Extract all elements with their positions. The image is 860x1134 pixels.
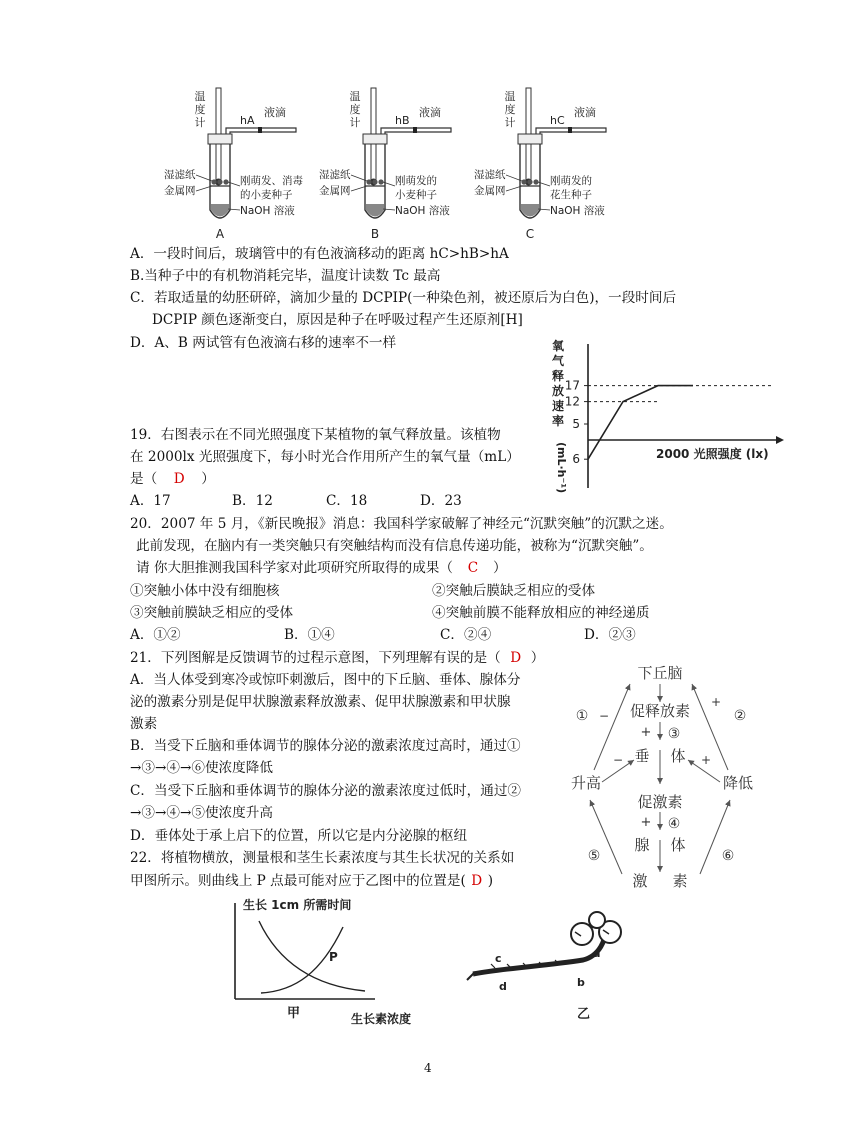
- thermometer-label: 度: [194, 103, 206, 116]
- q20-stem-line2: 此前发现，在脑内有一类突触只有突触结构而没有信息传递功能，被称为“沉默突触”。: [136, 538, 653, 554]
- q20-answer: C: [467, 560, 479, 576]
- svg-text:−: −: [598, 709, 610, 723]
- label-a: a: [593, 947, 601, 960]
- hormone-label-2: 素: [672, 872, 688, 890]
- q18-option-a: A．一段时间后，玻璃管中的有色液滴移动的距离 hC>hB>hA: [130, 246, 509, 262]
- seed-label-1: 刚萌发的: [550, 175, 592, 187]
- height-label: hB: [395, 114, 410, 127]
- q20-option-b: B．①④: [284, 627, 335, 643]
- circle-1: ①: [575, 708, 589, 724]
- o2-chart-unit: (mL·h⁻¹): [555, 442, 568, 494]
- q18-option-b: B.当种子中的有机物消耗完毕，温度计读数 Tc 最高: [130, 268, 441, 284]
- q20-item-2: ②突触后膜缺乏相应的受体: [432, 583, 596, 599]
- svg-text:+: +: [640, 725, 652, 740]
- metal-mesh-label: 金属网: [474, 185, 506, 197]
- q18-option-d: D．A、B 两试管有色液滴右移的速率不一样: [130, 335, 397, 351]
- q21-stem: 21．下列图解是反馈调节的过程示意图，下列理解有误的是（ D ）: [130, 650, 545, 666]
- q21-option-a-line3: 激素: [130, 716, 158, 732]
- oxygen-release-chart: [540, 338, 790, 498]
- q19-option-d: D．23: [420, 493, 462, 509]
- seed-label-1: 刚萌发的: [395, 175, 437, 187]
- circle-2: ②: [733, 708, 747, 724]
- rise-label: 升高: [570, 774, 602, 792]
- filter-paper-label: 湿滤纸: [474, 169, 506, 181]
- q20-option-d: D．②③: [584, 627, 636, 643]
- circle-4: ④: [667, 816, 681, 832]
- seed-label-2: 花生种子: [550, 189, 592, 201]
- seed-label-2: 的小麦种子: [240, 189, 293, 201]
- thermometer-label: 度: [504, 103, 516, 116]
- q20-stem-line1: 20．2007 年 5 月，《新民晚报》消息：我国科学家破解了神经元“沉默突触”的沉默之迷。: [130, 516, 673, 532]
- y-tick-label: 5: [572, 417, 580, 431]
- pituitary-label-1: 垂: [634, 747, 650, 765]
- figure-jia-label: 甲: [287, 1006, 301, 1021]
- svg-text:+: +: [700, 753, 712, 767]
- q20-stem-line3: 请 你大胆推测我国科学家对此项研究所取得的成果（ C ）: [136, 560, 507, 576]
- y-tick-label: 6: [572, 452, 580, 467]
- q21-answer: D: [510, 650, 522, 666]
- q21-option-a-line1: A．当人体受到寒冷或惊吓刺激后，图中的下丘脑、垂体、腺体分: [130, 672, 521, 688]
- trophic-hormone-label: 促激素: [637, 793, 683, 811]
- label-d: d: [499, 980, 507, 993]
- circle-6: ⑥: [721, 848, 735, 864]
- filter-paper-label: 湿滤纸: [164, 169, 196, 181]
- q19-option-c: C．18: [326, 493, 368, 509]
- y-tick-label: 17: [564, 378, 580, 393]
- naoh-label: NaOH 溶液: [395, 205, 450, 217]
- setup-letter: B: [370, 227, 380, 241]
- naoh-label: NaOH 溶液: [240, 205, 295, 217]
- label-c: c: [495, 952, 502, 965]
- metal-mesh-label: 金属网: [164, 185, 196, 197]
- thermometer-label: 计: [504, 116, 516, 129]
- auxin-chart-xlabel: 生长素浓度: [351, 1012, 412, 1026]
- pituitary-label-2: 体: [670, 747, 686, 765]
- hormone-label-1: 激: [632, 872, 648, 890]
- q18-option-c-line1: C．若取适量的幼胚研碎，滴加少量的 DCPIP(一种染色剂，被还原后为白色)，一段时间后: [130, 290, 677, 306]
- thermometer-label: 计: [194, 116, 206, 129]
- q21-option-b-line2: →③→④→⑥使浓度降低: [130, 760, 273, 776]
- y-tick-label: 12: [564, 394, 580, 409]
- point-p-label: P: [329, 950, 338, 964]
- setup-a: [164, 88, 303, 241]
- q22-stem-line2: 甲图所示。则曲线上 P 点最可能对应于乙图中的位置是( D ): [130, 873, 494, 889]
- thermometer-label: 计: [349, 116, 361, 129]
- filter-paper-label: 湿滤纸: [319, 169, 351, 181]
- figure-yi-label: 乙: [577, 1007, 591, 1022]
- svg-text:−: −: [612, 753, 624, 767]
- svg-text:+: +: [710, 695, 722, 709]
- label-b: b: [577, 976, 585, 989]
- droplet-label: 液滴: [264, 106, 286, 119]
- q20-item-3: ③突触前膜缺乏相应的受体: [130, 605, 294, 621]
- circle-5: ⑤: [587, 848, 601, 864]
- setup-letter: A: [215, 227, 225, 241]
- q22-stem-line1: 22．将植物横放，测量根和茎生长素浓度与其生长状况的关系如: [130, 850, 515, 866]
- setup-letter: C: [525, 227, 535, 241]
- q18-option-c-line2: DCPIP 颜色逐渐变白，原因是种子在呼吸过程产生还原剂[H]: [152, 312, 523, 328]
- seed-label-2: 小麦种子: [395, 189, 437, 201]
- releasing-hormone-label: 促释放素: [629, 702, 691, 720]
- q21-option-a-line2: 泌的激素分别是促甲状腺激素释放激素、促甲状腺激素和甲状腺: [130, 694, 511, 710]
- gland-label-2: 体: [670, 836, 686, 854]
- thermometer-label: 度: [349, 103, 361, 116]
- feedback-regulation-diagram: [560, 660, 760, 900]
- q20-item-1: ①突触小体中没有细胞核: [130, 583, 280, 599]
- thermometer-label: 温: [194, 90, 206, 103]
- svg-text:+: +: [640, 815, 652, 830]
- setup-b: [319, 88, 451, 241]
- q21-option-c-line1: C．当受下丘脑和垂体调节的腺体分泌的激素浓度过低时，通过②: [130, 783, 522, 799]
- auxin-growth-chart: [225, 895, 465, 1030]
- height-label: hC: [550, 114, 565, 127]
- horizontal-seedling-figure: [465, 910, 645, 1025]
- gland-label-1: 腺: [634, 836, 650, 854]
- naoh-label: NaOH 溶液: [550, 205, 605, 217]
- auxin-chart-ylabel: 生长 1cm 所需时间: [243, 898, 352, 912]
- setup-c: [474, 88, 606, 241]
- q19-option-a: A．17: [130, 493, 171, 509]
- hypothalamus-label: 下丘脑: [637, 664, 683, 682]
- q19-answer: D: [173, 471, 185, 487]
- q19-option-b: B．12: [232, 493, 273, 509]
- q20-option-c: C．②④: [440, 627, 492, 643]
- o2-chart-xlabel: 2000 光照强度 (lx): [656, 447, 769, 461]
- q21-option-d: D．垂体处于承上启下的位置，所以它是内分泌腺的枢纽: [130, 828, 468, 844]
- q20-item-4: ④突触前膜不能释放相应的神经递质: [432, 605, 650, 621]
- q22-answer: D: [471, 873, 483, 889]
- q19-stem-line2: 在 2000lx 光照强度下，每小时光合作用所产生的氧气量（mL）: [130, 449, 520, 465]
- seed-label-1: 刚萌发、消毒: [240, 175, 303, 187]
- circle-3: ③: [667, 726, 681, 742]
- height-label: hA: [240, 114, 255, 127]
- thermometer-label: 温: [349, 90, 361, 103]
- respiration-apparatus-figure: [160, 86, 620, 246]
- metal-mesh-label: 金属网: [319, 185, 351, 197]
- q19-stem-line1: 19．右图表示在不同光照强度下某植物的氧气释放量。该植物: [130, 427, 501, 443]
- q21-option-c-line2: →③→④→⑤使浓度升高: [130, 805, 273, 821]
- q19-stem-line3: 是（ D ）: [130, 471, 215, 487]
- droplet-label: 液滴: [419, 106, 441, 119]
- page-number: 4: [424, 1061, 432, 1075]
- o2-chart-ylabel: 氧气释放速率: [552, 339, 565, 428]
- droplet-label: 液滴: [574, 106, 596, 119]
- thermometer-label: 温: [504, 90, 516, 103]
- q21-option-b-line1: B．当受下丘脑和垂体调节的腺体分泌的激素浓度过高时，通过①: [130, 738, 521, 754]
- fall-label: 降低: [722, 774, 754, 792]
- q20-option-a: A．①②: [130, 627, 181, 643]
